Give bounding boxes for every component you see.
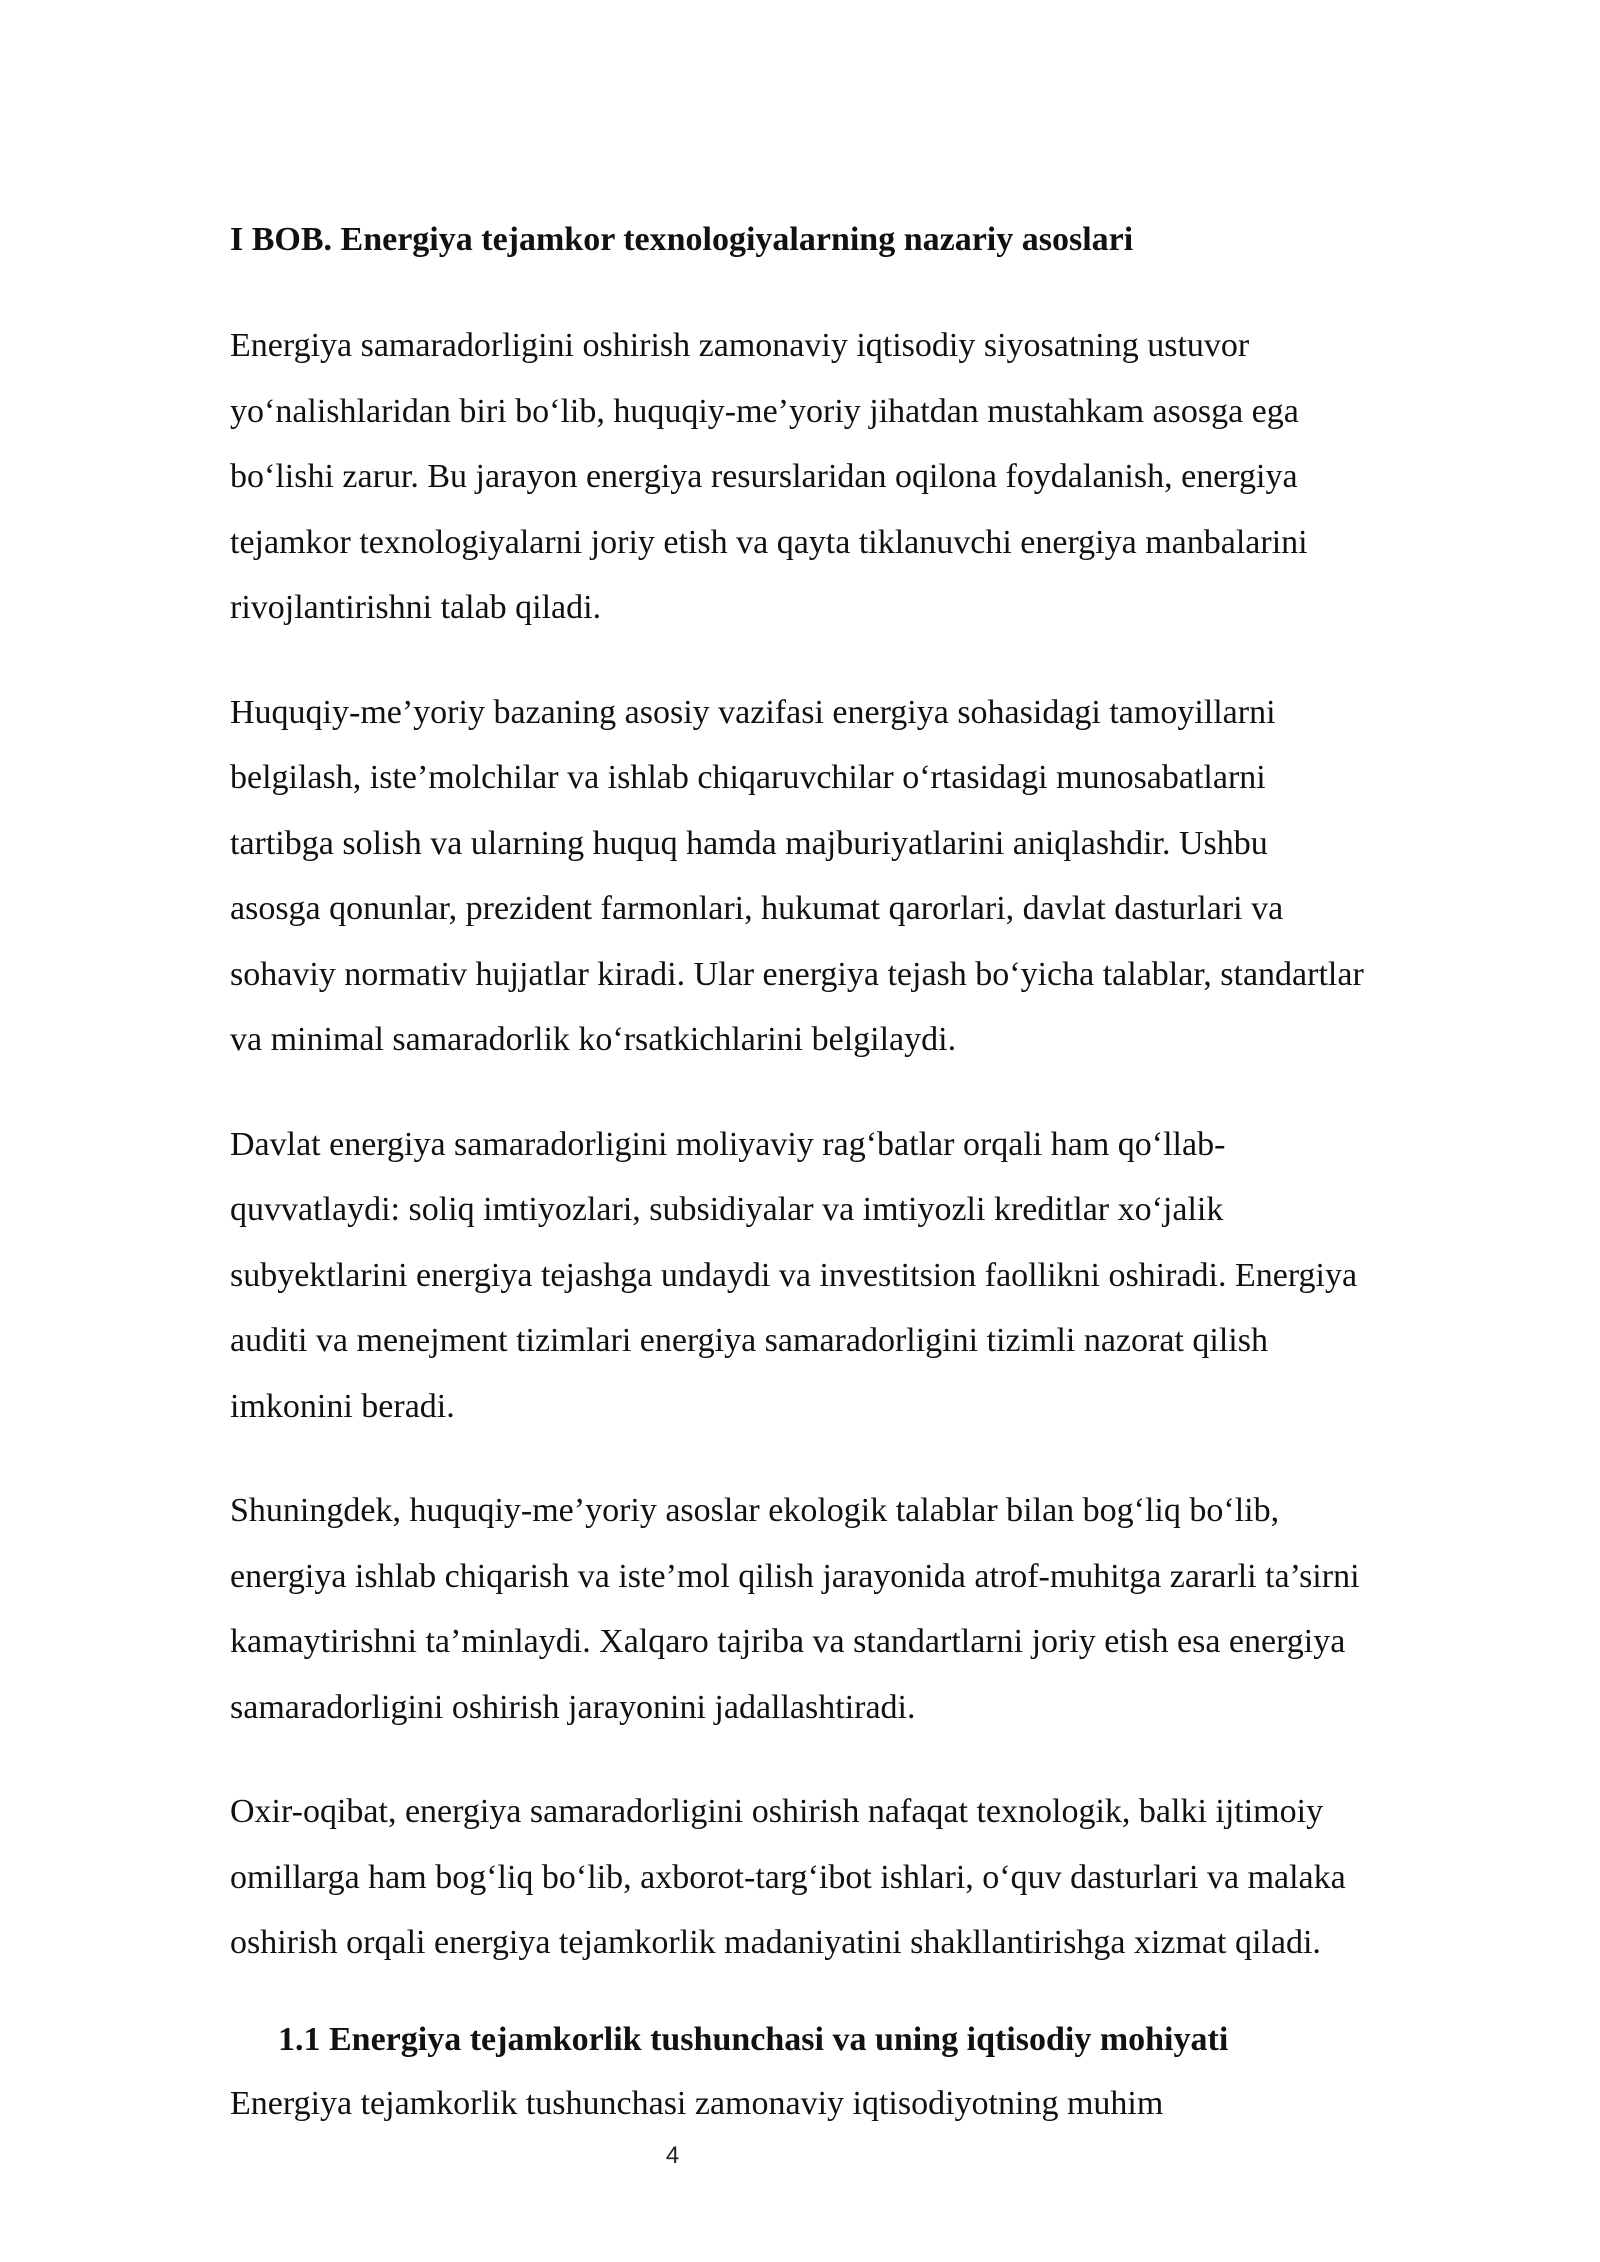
section-first-line: Energiya tejamkorlik tushunchasi zamonaviy iqtisodiyotning muhim xyxy=(230,2084,1164,2122)
paragraph-line: Oxir-oqibat, energiya samaradorligini oshirish nafaqat texnologik, balki ijtimoiy xyxy=(230,1793,1324,1830)
paragraph-line: Shuningdek, huquqiy-me’yoriy asoslar ekologik talablar bilan bog‘liq bo‘lib, xyxy=(230,1492,1280,1529)
paragraph-line: tartibga solish va ularning huquq hamda majburiyatlarini aniqlashdir. Ushbu xyxy=(230,824,1268,862)
paragraph-line: Davlat energiya samaradorligini moliyaviy rag‘batlar orqali ham qo‘llab- xyxy=(230,1125,1226,1163)
body-paragraph xyxy=(230,1112,1500,1440)
body-paragraph xyxy=(230,1478,1500,1740)
paragraph-line: sohaviy normativ hujjatlar kiradi. Ular energiya tejash bo‘yicha talablar, standartlar xyxy=(230,955,1364,993)
paragraph-line: samaradorligini oshirish jarayonini jadallashtiradi. xyxy=(230,1688,916,1726)
paragraph-line: quvvatlaydi: soliq imtiyozlari, subsidiyalar va imtiyozli kreditlar xo‘jalik xyxy=(230,1191,1224,1228)
paragraph-line: belgilash, iste’molchilar va ishlab chiqaruvchilar o‘rtasidagi munosabatlarni xyxy=(230,759,1266,796)
paragraph-line: imkonini beradi. xyxy=(230,1387,455,1425)
paragraph-line: subyektlarini energiya tejashga undaydi va investitsion faollikni oshiradi. Energiya xyxy=(230,1256,1358,1294)
document-page xyxy=(230,215,1500,2136)
paragraph-line: auditi va menejment tizimlari energiya samaradorligini tizimli nazorat qilish xyxy=(230,1322,1268,1359)
paragraph-line: oshirish orqali energiya tejamkorlik madaniyatini shakllantirishga xizmat qiladi. xyxy=(230,1924,1321,1961)
paragraph-line: energiya ishlab chiqarish va iste’mol qilish jarayonida atrof-muhitga zararli ta’sirni xyxy=(230,1557,1360,1595)
paragraph-line: bo‘lishi zarur. Bu jarayon energiya resurslaridan oqilona foydalanish, energiya xyxy=(230,458,1298,495)
paragraph-line: omillarga ham bog‘liq bo‘lib, axborot-targ‘ibot ishlari, o‘quv dasturlari va malaka xyxy=(230,1858,1346,1896)
body-paragraphs xyxy=(230,313,1500,1976)
paragraph-line: Huquqiy-me’yoriy bazaning asosiy vazifasi energiya sohasidagi tamoyillarni xyxy=(230,693,1276,731)
paragraph-line: va minimal samaradorlik ko‘rsatkichlarini belgilaydi. xyxy=(230,1021,957,1058)
paragraph-line: rivojlantirishni talab qiladi. xyxy=(230,589,602,626)
page-number: 4 xyxy=(665,2142,680,2169)
section-title: 1.1 Energiya tejamkorlik tushunchasi va uning iqtisodiy mohiyati xyxy=(278,2020,1229,2058)
body-paragraph xyxy=(230,1779,1500,1976)
paragraph-line: kamaytirishni ta’minlaydi. Xalqaro tajriba va standartlarni joriy etish esa energiya xyxy=(230,1623,1346,1660)
body-paragraph xyxy=(230,680,1500,1073)
paragraph-line: asosga qonunlar, prezident farmonlari, hukumat qarorlari, davlat dasturlari va xyxy=(230,890,1284,927)
paragraph-line: tejamkor texnologiyalarni joriy etish va qayta tiklanuvchi energiya manbalarini xyxy=(230,523,1308,561)
paragraph-line: yo‘nalishlaridan biri bo‘lib, huquqiy-me’yoriy jihatdan mustahkam asosga ega xyxy=(230,392,1299,430)
paragraph-line: Energiya samaradorligini oshirish zamonaviy iqtisodiy siyosatning ustuvor xyxy=(230,327,1250,364)
chapter-title: I BOB. Energiya tejamkor texnologiyalarning nazariy asoslari xyxy=(230,221,1134,258)
body-paragraph xyxy=(230,313,1500,641)
